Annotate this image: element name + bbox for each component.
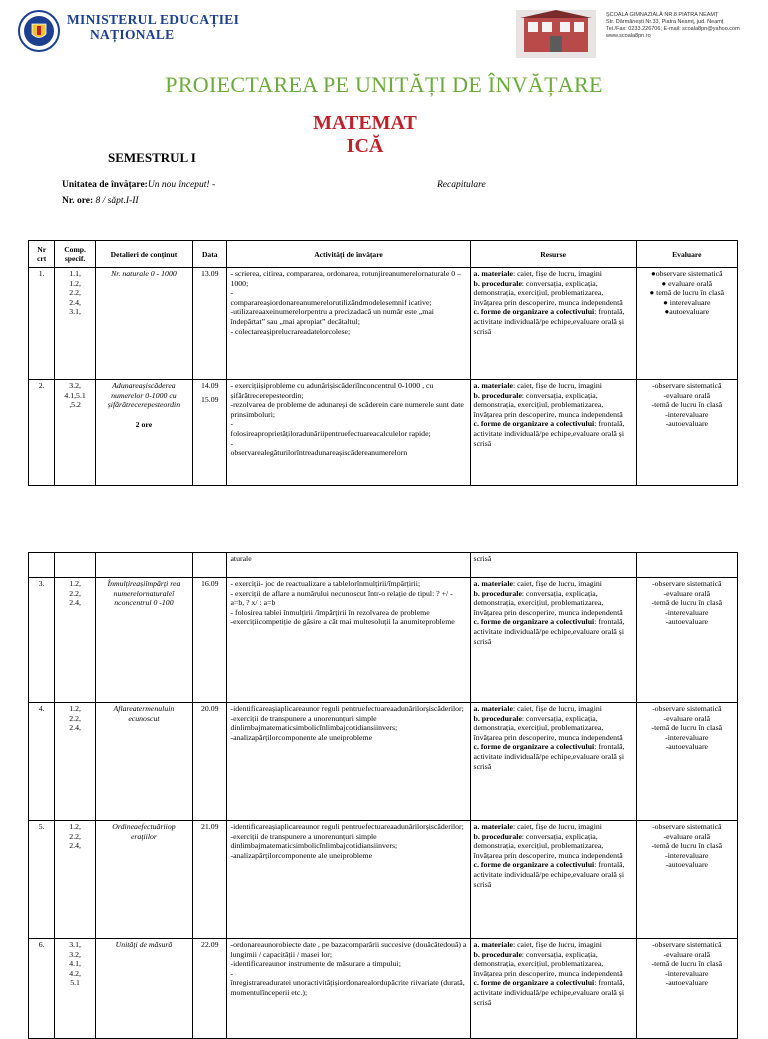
unit-line: Unitatea de învățare:Un nou început! - <box>62 180 216 190</box>
resource-label: c. forme de organizare a colectivului <box>473 617 595 627</box>
activity-line: - scrierea, citirea, compararea, ordonarea, rotunjireanumerelornaturale 0 – 1000; <box>230 269 461 288</box>
activity-line: -analizapărțilorcomponente ale uneiprobleme <box>230 850 373 860</box>
resource-text: : conversația, explicația, demonstrația, exercițiul, problematizarea, învățarea prin descoperire, munca independentă <box>473 831 623 860</box>
competence-code: 2.4, <box>69 723 81 733</box>
table-row <box>29 703 738 821</box>
resource-label: b. procedurale <box>473 949 522 959</box>
resource-label: a. materiale <box>473 381 513 390</box>
evaluation-item: -evaluare orală <box>663 390 711 400</box>
resource-label: a. materiale <box>473 704 513 713</box>
resource-organization <box>474 860 633 889</box>
row-number: 4. <box>38 704 45 713</box>
evaluation-item: -observare sistematică <box>652 381 722 390</box>
competence-code: 2.4, <box>69 841 81 851</box>
activity-line: -exerciții de transpunere a unorenunțuri simple dinlimbajmatematicsimbolicînlimbajcotidiansiinvers; <box>230 713 398 733</box>
resource-label: c. forme de organizare a colectivului <box>473 978 595 988</box>
competence-code: 3.1, <box>69 940 81 949</box>
activity-line: -ordonareaunorobiecte date , pe bazacomparării succesive (douăcâtedouă) a lungimii / capacității / masei lor; <box>230 940 467 959</box>
content-detail: Ordineaefectuăriiop erațiilor <box>112 822 176 841</box>
activities-cell <box>227 268 470 380</box>
date-cell <box>193 578 227 703</box>
activity-line: - folosirea tablei înmulțirii /împărțirii în rezolvarea de probleme <box>230 607 430 617</box>
continuation-resource: scrisă <box>470 553 636 578</box>
date-value: 15.09 <box>200 394 219 404</box>
resource-text: : conversația, explicația, demonstrația, exercițiul, problematizarea, învățarea prin descoperire, munca independentă <box>473 588 623 617</box>
competence-code: 5.1 <box>70 978 80 988</box>
competence-cell <box>55 703 96 821</box>
resource-label: b. procedurale <box>473 278 522 288</box>
activity-line: - exerciții- joc de reactualizare a tablelorînmulțirii/împărțirii; <box>230 579 421 588</box>
evaluation-item: -observare sistematică <box>652 822 722 831</box>
col-evaluation-header: Evaluare <box>636 241 737 268</box>
col-resources-header: Resurse <box>470 241 636 268</box>
date-value: 13.09 <box>200 269 219 278</box>
resource-text: : conversația, explicația, demonstrația, exercițiul, problematizarea, învățarea prin descoperire, munca independentă <box>473 949 623 978</box>
resource-text: : caiet, fișe de lucru, imagini <box>512 822 602 831</box>
activity-line: -utilizareaaxeinumerelorpentru a precizadacă un număr este „mai îndepărtat” sau „mai apropiat” decâtaltul; <box>230 307 434 326</box>
resources-cell <box>470 703 636 821</box>
evaluation-item: -evaluare orală <box>663 713 711 723</box>
competence-code: 2.2, <box>69 713 81 723</box>
evaluation-cell <box>636 821 737 939</box>
resource-text: : frontală, activitate individuală/pe echipe,evaluare orală și scrisă <box>473 419 625 448</box>
resource-procedural <box>474 950 633 979</box>
activity-line: -identificareașiaplicareaunor reguli pentruefectuareaadunărilorșiscăderilor; <box>230 704 464 713</box>
activities-cell <box>227 578 470 703</box>
school-info: ȘCOALA GIMNAZIALĂ NR.8 PIATRA NEAMȚ Str. Dărmănești Nr.33, Piatra Neamț, jud. Neamț Tel./Fax: 0233.226706; E-mail: scoala8pn@yahoo.com www.scoala8pn.ro <box>606 12 740 39</box>
activity-line: -identificareașiaplicareaunor reguli pentruefectuareaadunărilorșiscăderilor; <box>230 822 464 831</box>
table-row <box>29 380 738 486</box>
evaluation-item: -evaluare orală <box>663 831 711 841</box>
resource-materials <box>474 822 633 832</box>
content-detail: Unități de măsură <box>115 940 173 949</box>
row-number: 3. <box>38 579 45 588</box>
resource-text: : conversația, explicația, demonstrația, exercițiul, problematizarea, învățarea prin descoperire, munca independentă <box>473 278 623 307</box>
competence-code: 1.2, <box>69 579 81 588</box>
resource-label: c. forme de organizare a colectivului <box>473 860 595 870</box>
resource-text: : frontală, activitate individuală/pe echipe,evaluare orală și scrisă <box>473 617 625 646</box>
activity-line: - exercițiișiprobleme cu adunărișiscăderiînconcentrul 0-1000 , cu șifărătrecerepesteordin; <box>230 381 434 400</box>
date-cell <box>193 380 227 486</box>
table-row <box>29 578 738 703</box>
resource-materials <box>474 269 633 279</box>
resource-procedural <box>474 589 633 618</box>
row-number: 6. <box>38 940 45 949</box>
resource-label: c. forme de organizare a colectivului <box>473 419 595 429</box>
table-row <box>29 821 738 939</box>
resource-procedural <box>474 714 633 743</box>
resource-materials <box>474 704 633 714</box>
competence-code: 3.1, <box>69 307 81 317</box>
evaluation-item: -temă de lucru în clasă <box>651 598 723 608</box>
competence-code: 3.2, <box>69 949 81 959</box>
competence-code: 4.2, <box>69 968 81 978</box>
activity-line: -analizapărțilorcomponente ale uneiprobleme <box>230 732 373 742</box>
table-row <box>29 268 738 380</box>
resources-cell <box>470 578 636 703</box>
activity-line: - <box>230 288 234 298</box>
evaluation-item: -temă de lucru în clasă <box>651 723 723 733</box>
row-number-cell <box>29 703 55 821</box>
activity-line: - colectareașiprelucrareadatelorcolese; <box>230 326 351 336</box>
evaluation-item: -interevaluare <box>665 732 709 742</box>
competence-code: 2.4, <box>69 598 81 608</box>
resource-text: : caiet, fișe de lucru, imagini <box>512 940 602 949</box>
evaluation-cell <box>636 380 737 486</box>
row-number-cell <box>29 380 55 486</box>
hours-count: 2 ore <box>135 419 153 429</box>
content-detail-cell <box>95 578 192 703</box>
evaluation-item: ●observare sistematică <box>651 269 723 278</box>
competence-code: 1.2, <box>69 278 81 288</box>
evaluation-item: -interevaluare <box>665 607 709 617</box>
continuation-activity: aturale <box>227 553 470 578</box>
row-number: 5. <box>38 822 45 831</box>
ministry-name: MINISTERUL EDUCAȚIEI NAȚIONALE <box>67 12 240 42</box>
content-detail-cell <box>95 821 192 939</box>
competence-code: 4.1,5.1 <box>64 390 86 400</box>
activity-line: - <box>230 968 234 978</box>
evaluation-cell <box>636 268 737 380</box>
semester-heading: SEMESTRUL I <box>108 150 196 165</box>
resource-text: : caiet, fișe de lucru, imagini <box>512 269 602 278</box>
resource-label: a. materiale <box>473 579 513 588</box>
activity-line: -rezolvarea de probleme de adunareși de scăderein care numerele sunt date prinsimboluri; <box>230 400 464 419</box>
resource-text: : frontală, activitate individuală/pe echipe,evaluare orală și scrisă <box>473 307 625 336</box>
content-detail: Înmulțireașiîmpărți rea numerelornaturaleî nconcentrul 0 -100 <box>107 579 181 608</box>
resource-text: : frontală, activitate individuală/pe echipe,evaluare orală și scrisă <box>473 978 625 1007</box>
evaluation-item: -temă de lucru în clasă <box>651 400 723 410</box>
row-number-cell <box>29 578 55 703</box>
evaluation-item: -interevaluare <box>665 850 709 860</box>
date-value: 21.09 <box>200 822 219 831</box>
evaluation-item: ● interevaluare <box>663 297 711 307</box>
activity-line: observarealegăturilorîntreadunareașiscădereanumerelorn <box>230 448 408 458</box>
resource-label: b. procedurale <box>473 588 522 598</box>
resource-organization <box>474 419 633 448</box>
col-nr-header: Nr crt <box>29 241 55 268</box>
evaluation-item: -temă de lucru în clasă <box>651 959 723 969</box>
activity-line: - exerciții de aflare a numărului necunoscut într-o relație de tipul: ? +/ - a=b, ? x/ : a=b <box>230 588 453 608</box>
competence-code: 4.1, <box>69 959 81 969</box>
col-detail-header: Detalieri de conținut <box>95 241 192 268</box>
hours-line: Nr. ore: 8 / săpt.I-II <box>62 196 139 206</box>
resource-label: c. forme de organizare a colectivului <box>473 742 595 752</box>
evaluation-item: -evaluare orală <box>663 949 711 959</box>
content-detail: Aflareatermenuluin ecunoscut <box>113 704 175 723</box>
resource-organization <box>474 307 633 336</box>
activities-cell <box>227 380 470 486</box>
evaluation-item: -observare sistematică <box>652 940 722 949</box>
resource-organization <box>474 617 633 646</box>
row-number-cell <box>29 821 55 939</box>
competence-code: 2.2, <box>69 288 81 298</box>
resource-organization <box>474 742 633 771</box>
evaluation-item: -interevaluare <box>665 968 709 978</box>
date-cell <box>193 821 227 939</box>
resource-materials <box>474 579 633 589</box>
resource-text: : frontală, activitate individuală/pe echipe,evaluare orală și scrisă <box>473 860 625 889</box>
evaluation-item: -evaluare orală <box>663 588 711 598</box>
document-title: PROIECTAREA PE UNITĂȚI DE ÎNVĂȚARE <box>165 72 603 97</box>
resource-label: b. procedurale <box>473 713 522 723</box>
competence-code: 1.2, <box>69 704 81 713</box>
evaluation-item: ●autoevaluare <box>664 307 710 317</box>
evaluation-item: -autoevaluare <box>665 617 709 627</box>
resource-label: b. procedurale <box>473 390 522 400</box>
evaluation-item: ● evaluare orală <box>661 278 713 288</box>
competence-cell <box>55 268 96 380</box>
activity-line: - <box>230 438 234 448</box>
date-value: 20.09 <box>200 704 219 713</box>
content-detail-cell <box>95 703 192 821</box>
resources-cell <box>470 268 636 380</box>
resources-cell <box>470 380 636 486</box>
col-date-header: Data <box>193 241 227 268</box>
competence-code: 2.2, <box>69 588 81 598</box>
resource-label: a. materiale <box>473 940 513 949</box>
activities-cell <box>227 821 470 939</box>
date-cell <box>193 703 227 821</box>
evaluation-item: -observare sistematică <box>652 579 722 588</box>
school-logo <box>516 10 596 58</box>
unit-recap: Recapitulare <box>437 180 486 190</box>
resource-materials <box>474 940 633 950</box>
plan-table-page2 <box>28 552 738 1039</box>
date-value: 14.09 <box>200 381 219 390</box>
competence-code: 2.4, <box>69 297 81 307</box>
evaluation-item: -autoevaluare <box>665 742 709 752</box>
plan-table-page1 <box>28 240 738 486</box>
ministry-logo <box>18 10 60 52</box>
resource-organization <box>474 978 633 1007</box>
evaluation-item: -interevaluare <box>665 409 709 419</box>
activity-line: -exerciții de transpunere a unorenunțuri simple dinlimbajmatematicsimbolicînlimbajcotidiansiinvers; <box>230 831 398 851</box>
evaluation-item: -autoevaluare <box>665 860 709 870</box>
col-activities-header: Activități de învățare <box>227 241 470 268</box>
evaluation-item: -temă de lucru în clasă <box>651 841 723 851</box>
row-number-cell <box>29 268 55 380</box>
competence-cell <box>55 821 96 939</box>
date-cell <box>193 268 227 380</box>
competence-code: 3.2, <box>69 381 81 390</box>
competence-cell <box>55 380 96 486</box>
resource-procedural <box>474 279 633 308</box>
resource-procedural <box>474 391 633 420</box>
content-detail-cell <box>95 380 192 486</box>
activity-line: - <box>230 419 234 429</box>
date-value: 16.09 <box>200 579 219 588</box>
activity-line: înregistrareaduratei unoractivitățișiordonarealorduрăcrite riivariate (durată, momentulînceperii etc.); <box>230 978 465 997</box>
activity-line: -identificareaunor instrumente de măsurare a timpului; <box>230 959 401 969</box>
resource-label: a. materiale <box>473 269 513 278</box>
row-number: 1. <box>38 269 45 278</box>
competence-code: 1.2, <box>69 822 81 831</box>
row-number: 2. <box>38 381 45 390</box>
activity-line: comparareașiordonareanumerelorutilizândmodelesemnif icative; <box>230 297 432 307</box>
resources-cell <box>470 821 636 939</box>
resource-label: c. forme de organizare a colectivului <box>473 307 595 317</box>
evaluation-item: ● temă de lucru în clasă <box>649 288 725 298</box>
content-detail-cell <box>95 268 192 380</box>
competence-code: 2.2, <box>69 831 81 841</box>
evaluation-cell <box>636 578 737 703</box>
subject-title: MATEMAT ICĂ <box>313 112 417 157</box>
resource-label: b. procedurale <box>473 831 522 841</box>
resource-text: : frontală, activitate individuală/pe echipe,evaluare orală și scrisă <box>473 742 625 771</box>
resource-text: : caiet, fișe de lucru, imagini <box>512 381 602 390</box>
resource-materials <box>474 381 633 391</box>
activity-line: folosireaproprietățiloradunăriipentruefectuareacalculelor rapide; <box>230 428 431 438</box>
evaluation-item: -autoevaluare <box>665 978 709 988</box>
resource-procedural <box>474 832 633 861</box>
activity-line: -exercițiicompetiție de găsire a cât mai multesoluții la anumiteprobleme <box>230 617 455 627</box>
resource-label: a. materiale <box>473 822 513 831</box>
evaluation-item: -autoevaluare <box>665 419 709 429</box>
resource-text: : conversația, explicația, demonstrația, exercițiul, problematizarea, învățarea prin descoperire, munca independentă <box>473 390 623 419</box>
date-value: 22.09 <box>200 940 219 949</box>
resource-text: : conversația, explicația, demonstrația, exercițiul, problematizarea, învățarea prin descoperire, munca independentă <box>473 713 623 742</box>
activities-cell <box>227 703 470 821</box>
table-header-row <box>29 241 738 268</box>
content-detail: Nr. naturale 0 - 1000 <box>111 269 177 278</box>
evaluation-item: -observare sistematică <box>652 704 722 713</box>
content-detail: Adunareașiscăderea numerelor 0-1000 cu șifărătrecerepesteordin <box>107 381 181 410</box>
resource-text: : caiet, fișe de lucru, imagini <box>512 579 602 588</box>
competence-cell <box>55 578 96 703</box>
competence-code: 1.1, <box>69 269 81 278</box>
continuation-row <box>29 553 738 578</box>
competence-code: ,5.2 <box>69 400 81 410</box>
col-comp-header: Comp. specif. <box>55 241 96 268</box>
evaluation-cell <box>636 703 737 821</box>
resource-text: : caiet, fișe de lucru, imagini <box>512 704 602 713</box>
